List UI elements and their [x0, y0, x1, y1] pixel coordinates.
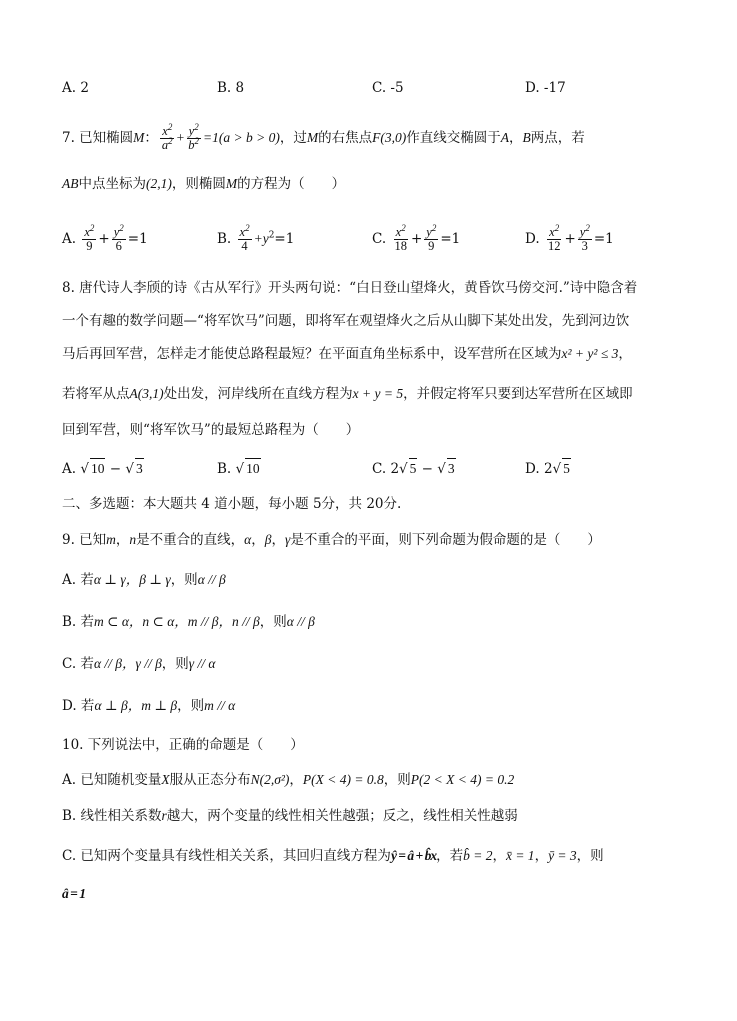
q9-option-d: D. 若α ⊥ β，m ⊥ β，则m // α	[62, 698, 236, 714]
q7-option-b: B. $\frac{x^2}{4}$ $+y^2=1$	[217, 222, 295, 253]
option-b-prev: B. 8	[217, 80, 245, 96]
section-heading-multi-choice: 二、多选题：本大题共 4 道小题，每小题 5分，共 20分.	[62, 496, 402, 512]
q8-line4: 若将军从点A(3,1)处出发，河岸线所在直线方程为x + y = 5，并假定将军只要到达军营所在区域即	[62, 386, 633, 402]
q7-stem-line1	[62, 121, 707, 152]
q10-option-a: A. 已知随机变量X服从正态分布N(2,σ²)，P(X < 4) = 0.8，则P(2 < X < 4) = 0.2	[62, 772, 515, 788]
q10-c-answer: â = 1	[62, 886, 85, 901]
q8-option-a: A. √ 10 − √ 3	[62, 458, 144, 479]
q7-comma: ，	[509, 130, 523, 146]
q7-var-AB: AB	[62, 176, 79, 191]
q7-frac-y: $\frac{y^2}{b^2}$	[188, 121, 200, 152]
q8-river-line: x + y = 5	[352, 386, 404, 401]
q7-plus: +	[176, 130, 185, 145]
q7-end: 两点，若	[530, 130, 585, 146]
q7-mid: ，过	[279, 130, 307, 146]
q7-focus: F(3,0)	[372, 130, 407, 145]
q9-stem: 9. 已知m，n是不重合的直线，α，β，γ是不重合的平面，则下列命题为假命题的是（ ）	[62, 532, 601, 548]
q7-line2-text2: ，则椭圆	[171, 176, 226, 192]
q8-line1: 8. 唐代诗人李颀的诗《古从军行》开头两句说：“白日登山望烽火，黄昏饮马傍交河.”诗中隐含着	[62, 280, 638, 296]
option-a-prev: A. 2	[62, 80, 89, 96]
q9-option-a: A. 若α ⊥ γ，β ⊥ γ，则α // β	[62, 572, 226, 588]
q8-line2: 一个有趣的数学问题—“将军饮马”问题，即将军在观望烽火之后从山脚下某处出发，先到河边饮	[62, 313, 630, 329]
q10-regression-eq: ŷ = â + b̂x	[390, 848, 437, 863]
q9-option-c: C. 若α // β，γ // β，则γ // α	[62, 656, 216, 672]
q7-prefix: 7. 已知椭圆	[62, 130, 134, 146]
q7-var-M: M	[133, 130, 145, 145]
q7-line2-text: 中点坐标为	[78, 176, 146, 192]
q8-region: x² + y² ≤ 3	[561, 346, 619, 361]
q7-colon: ：	[144, 130, 158, 146]
q7-line2-end: 的方程为（ ）	[237, 176, 346, 192]
q7-var-B: B	[522, 130, 531, 145]
q7-var-M3: M	[225, 176, 238, 191]
q7-mid3: 作直线交椭圆于	[406, 130, 501, 146]
q7-option-a: A. $\frac{x^2}{9}$ + $\frac{y^2}{6}$ =1	[62, 222, 148, 253]
q7-option-d: D. $\frac{x^2}{12}$ + $\frac{y^2}{3}$ =1	[525, 222, 614, 253]
q7-var-M2: M	[306, 130, 319, 145]
q7-option-c: C. $\frac{x^2}{18}$ + $\frac{y^2}{9}$ =1	[372, 222, 461, 253]
q7-stem-line2	[62, 174, 707, 194]
q7-var-A: A	[500, 130, 509, 145]
q7-midpoint: (2,1)	[146, 176, 172, 191]
q10-option-c: C. 已知两个变量具有线性相关关系，其回归直线方程为ŷ = â + b̂x，若b̂ = 2，x̄ = 1，ȳ = 3，则	[62, 848, 604, 864]
q8-option-b: B. √ 10	[217, 458, 261, 479]
q8-option-c: C. 2√ 5 − √ 3	[372, 458, 456, 479]
q10-stem: 10. 下列说法中，正确的命题是（ ）	[62, 737, 304, 753]
option-d-prev: D. -17	[525, 80, 566, 96]
q7-frac-x: $\frac{x^2}{a^2}$	[161, 121, 173, 152]
q7-mid2: 的右焦点	[318, 130, 373, 146]
q8-line5: 回到军营，则“将军饮马”的最短总路程为（ ）	[62, 422, 360, 438]
q9-option-b: B. 若m ⊂ α，n ⊂ α，m // β，n // β，则α // β	[62, 614, 315, 630]
q10-option-c-cont	[62, 884, 707, 904]
option-c-prev: C. -5	[372, 80, 404, 96]
q10-option-b: B. 线性相关系数r越大，两个变量的线性相关性越强；反之，线性相关性越弱	[62, 808, 518, 824]
q8-line3: 马后再回军营，怎样走才能使总路程最短？在平面直角坐标系中，设军营所在区域为x² + y² ≤ 3，	[62, 346, 632, 362]
q8-option-d: D. 2√ 5	[525, 458, 571, 479]
q7-eq-rest: =1(a > b > 0)	[203, 130, 280, 145]
q8-point-A: A(3,1)	[129, 386, 164, 401]
